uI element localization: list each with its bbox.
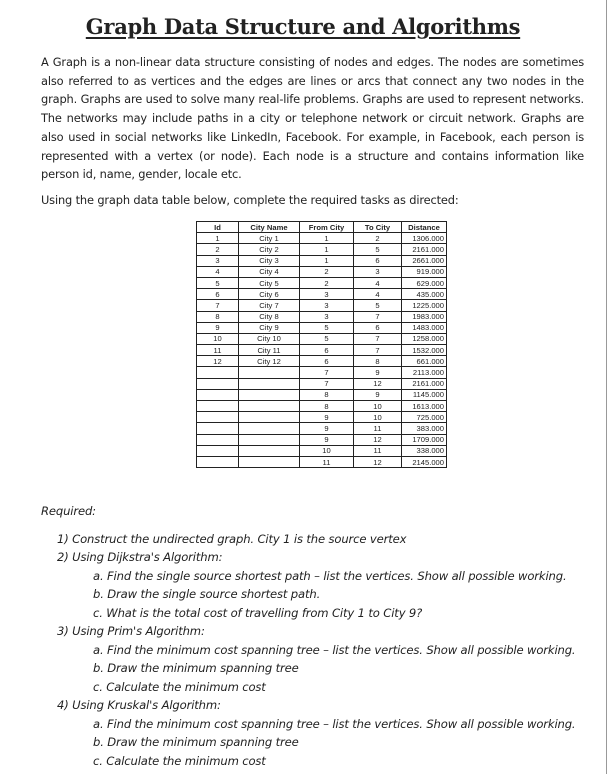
table-cell: 8	[197, 311, 239, 322]
table-row	[197, 289, 447, 300]
table-cell: 5	[197, 277, 239, 288]
table-cell: City 8	[239, 311, 300, 322]
table-cell: 1	[197, 233, 239, 244]
table-cell	[239, 423, 300, 434]
table-cell: 7	[354, 311, 402, 322]
column-header: Id	[197, 222, 239, 233]
table-row	[197, 423, 447, 434]
table-cell: 725.000	[402, 412, 447, 423]
table-cell: City 4	[239, 266, 300, 277]
table-cell: 2	[354, 233, 402, 244]
table-cell	[239, 401, 300, 412]
table-cell: 11	[354, 423, 402, 434]
table-cell: 3	[300, 300, 354, 311]
table-cell: 629.000	[402, 277, 447, 288]
table-cell: 7	[300, 367, 354, 378]
column-header: Distance	[402, 222, 447, 233]
table-cell: 661.000	[402, 356, 447, 367]
table-cell: 9	[354, 367, 402, 378]
table-cell: 9	[300, 423, 354, 434]
table-cell: 1258.000	[402, 333, 447, 344]
table-cell: 12	[354, 434, 402, 445]
table-cell: 1145.000	[402, 389, 447, 400]
table-row	[197, 233, 447, 244]
required-item: a. Find the minimum cost spanning tree – list the vertices. Show all possible working.	[93, 642, 576, 657]
table-row	[197, 401, 447, 412]
table-cell: City 3	[239, 255, 300, 266]
table-cell	[197, 456, 239, 467]
table-cell: 8	[300, 401, 354, 412]
table-row	[197, 412, 447, 423]
page-title	[0, 14, 606, 39]
table-cell: 2	[197, 244, 239, 255]
table-cell: 2113.000	[402, 367, 447, 378]
table-cell: 7	[354, 345, 402, 356]
table-cell: 1983.000	[402, 311, 447, 322]
required-item: 2) Using Dijkstra's Algorithm:	[57, 550, 223, 564]
required-item: a. Find the single source shortest path – list the vertices. Show all possible working.	[93, 568, 567, 583]
table-cell: 7	[197, 300, 239, 311]
table-cell: 10	[354, 412, 402, 423]
required-item: c. Calculate the minimum cost	[93, 679, 266, 694]
table-row	[197, 356, 447, 367]
table-cell: 6	[300, 345, 354, 356]
table-body	[197, 233, 447, 468]
table-cell: 9	[300, 412, 354, 423]
table-cell: City 11	[239, 345, 300, 356]
required-item: c. What is the total cost of travelling from City 1 to City 9?	[93, 605, 423, 620]
table-cell: 6	[354, 322, 402, 333]
table-cell: 8	[300, 389, 354, 400]
table-cell: 1709.000	[402, 434, 447, 445]
table-cell	[197, 401, 239, 412]
table-cell: 4	[354, 289, 402, 300]
table-cell: City 2	[239, 244, 300, 255]
table-cell: 8	[354, 356, 402, 367]
table-cell: 3	[197, 255, 239, 266]
table-row	[197, 389, 447, 400]
table-row	[197, 266, 447, 277]
table-cell: 11	[197, 345, 239, 356]
required-item: 1) Construct the undirected graph. City 1 is the source vertex	[57, 531, 407, 546]
column-header: To City	[354, 222, 402, 233]
required-item: b. Draw the single source shortest path.	[93, 587, 321, 601]
required-item: 3) Using Prim's Algorithm:	[57, 624, 205, 638]
table-row	[197, 244, 447, 255]
table-cell	[239, 367, 300, 378]
table-cell	[239, 456, 300, 467]
table-cell: 1225.000	[402, 300, 447, 311]
table-row	[197, 300, 447, 311]
table-cell: 11	[300, 456, 354, 467]
table-cell	[197, 389, 239, 400]
table-cell: 7	[300, 378, 354, 389]
table-row	[197, 333, 447, 344]
table-cell: City 5	[239, 277, 300, 288]
table-cell: 10	[197, 333, 239, 344]
intro-paragraph: A Graph is a non-linear data structure consisting of nodes and edges. The nodes are sometimes also referred to as vertices and the edges are lines or arcs that connect any two nodes in the graph. Graphs are used to solve many real-life problems. Graphs are used to represent networks. The networks may include paths in a city or telephone network or circuit network. Graphs are also used in social networks like LinkedIn, Facebook. For example, in Facebook, each person is represented with a vertex (or node). Each node is a structure and contains information like person id, name, gender, locale etc.	[41, 55, 584, 182]
graph-data-table	[196, 221, 447, 468]
table-row	[197, 456, 447, 467]
table-cell: 3	[354, 266, 402, 277]
table-cell	[197, 434, 239, 445]
table-cell: 9	[354, 389, 402, 400]
table-cell: 5	[354, 300, 402, 311]
table-cell: 1532.000	[402, 345, 447, 356]
table-cell: 12	[197, 356, 239, 367]
table-cell: City 12	[239, 356, 300, 367]
table-cell: 2661.000	[402, 255, 447, 266]
table-cell: 12	[354, 378, 402, 389]
table-cell: 4	[354, 277, 402, 288]
required-list	[41, 530, 575, 771]
table-cell: 1613.000	[402, 401, 447, 412]
table-cell: 1306.000	[402, 233, 447, 244]
column-header: City Name	[239, 222, 300, 233]
required-item: 4) Using Kruskal's Algorithm:	[57, 698, 221, 712]
table-cell	[239, 434, 300, 445]
table-cell: 4	[197, 266, 239, 277]
table-row	[197, 345, 447, 356]
column-header: From City	[300, 222, 354, 233]
table-cell: City 7	[239, 300, 300, 311]
table-row	[197, 322, 447, 333]
required-heading: Required:	[41, 504, 96, 518]
title-text: Graph Data Structure and Algorithms	[85, 14, 521, 39]
table-cell: 9	[197, 322, 239, 333]
table-cell	[239, 445, 300, 456]
table-cell: 11	[354, 445, 402, 456]
table-row	[197, 255, 447, 266]
table-cell: 9	[300, 434, 354, 445]
table-cell: 2	[300, 277, 354, 288]
table-cell	[197, 378, 239, 389]
table-intro: Using the graph data table below, complete the required tasks as directed:	[41, 193, 459, 207]
table-cell: 338.000	[402, 445, 447, 456]
table-cell: City 9	[239, 322, 300, 333]
table-row	[197, 277, 447, 288]
table-cell: 3	[300, 311, 354, 322]
table-cell	[239, 378, 300, 389]
table-cell: 5	[300, 333, 354, 344]
table-cell: 10	[354, 401, 402, 412]
required-item: b. Draw the minimum spanning tree	[93, 735, 299, 749]
table-cell: 10	[300, 445, 354, 456]
table-cell: 2145.000	[402, 456, 447, 467]
table-cell	[197, 423, 239, 434]
table-cell: City 1	[239, 233, 300, 244]
table-cell: 7	[354, 333, 402, 344]
table-row	[197, 445, 447, 456]
table-row	[197, 434, 447, 445]
table-cell: 3	[300, 289, 354, 300]
table-row	[197, 378, 447, 389]
table-cell: 12	[354, 456, 402, 467]
table-cell: City 6	[239, 289, 300, 300]
table-cell: 2161.000	[402, 244, 447, 255]
table-cell: 6	[197, 289, 239, 300]
table-cell: City 10	[239, 333, 300, 344]
table-cell: 6	[354, 255, 402, 266]
table-header-row	[197, 222, 447, 233]
table-cell: 1	[300, 244, 354, 255]
table-cell	[197, 445, 239, 456]
table-cell: 383.000	[402, 423, 447, 434]
table-cell	[197, 412, 239, 423]
table-row	[197, 311, 447, 322]
table-cell	[197, 367, 239, 378]
table-cell: 1	[300, 233, 354, 244]
table-cell: 2161.000	[402, 378, 447, 389]
table-cell: 1	[300, 255, 354, 266]
table-cell: 5	[354, 244, 402, 255]
table-cell	[239, 389, 300, 400]
required-item: b. Draw the minimum spanning tree	[93, 661, 299, 675]
table-cell: 919.000	[402, 266, 447, 277]
table-cell: 6	[300, 356, 354, 367]
required-item: a. Find the minimum cost spanning tree – list the vertices. Show all possible working.	[93, 716, 576, 731]
table-cell: 435.000	[402, 289, 447, 300]
table-cell: 2	[300, 266, 354, 277]
required-section	[41, 502, 575, 770]
table-cell	[239, 412, 300, 423]
required-item: c. Calculate the minimum cost	[93, 753, 266, 768]
table-cell: 1483.000	[402, 322, 447, 333]
table-row	[197, 367, 447, 378]
table-cell: 5	[300, 322, 354, 333]
